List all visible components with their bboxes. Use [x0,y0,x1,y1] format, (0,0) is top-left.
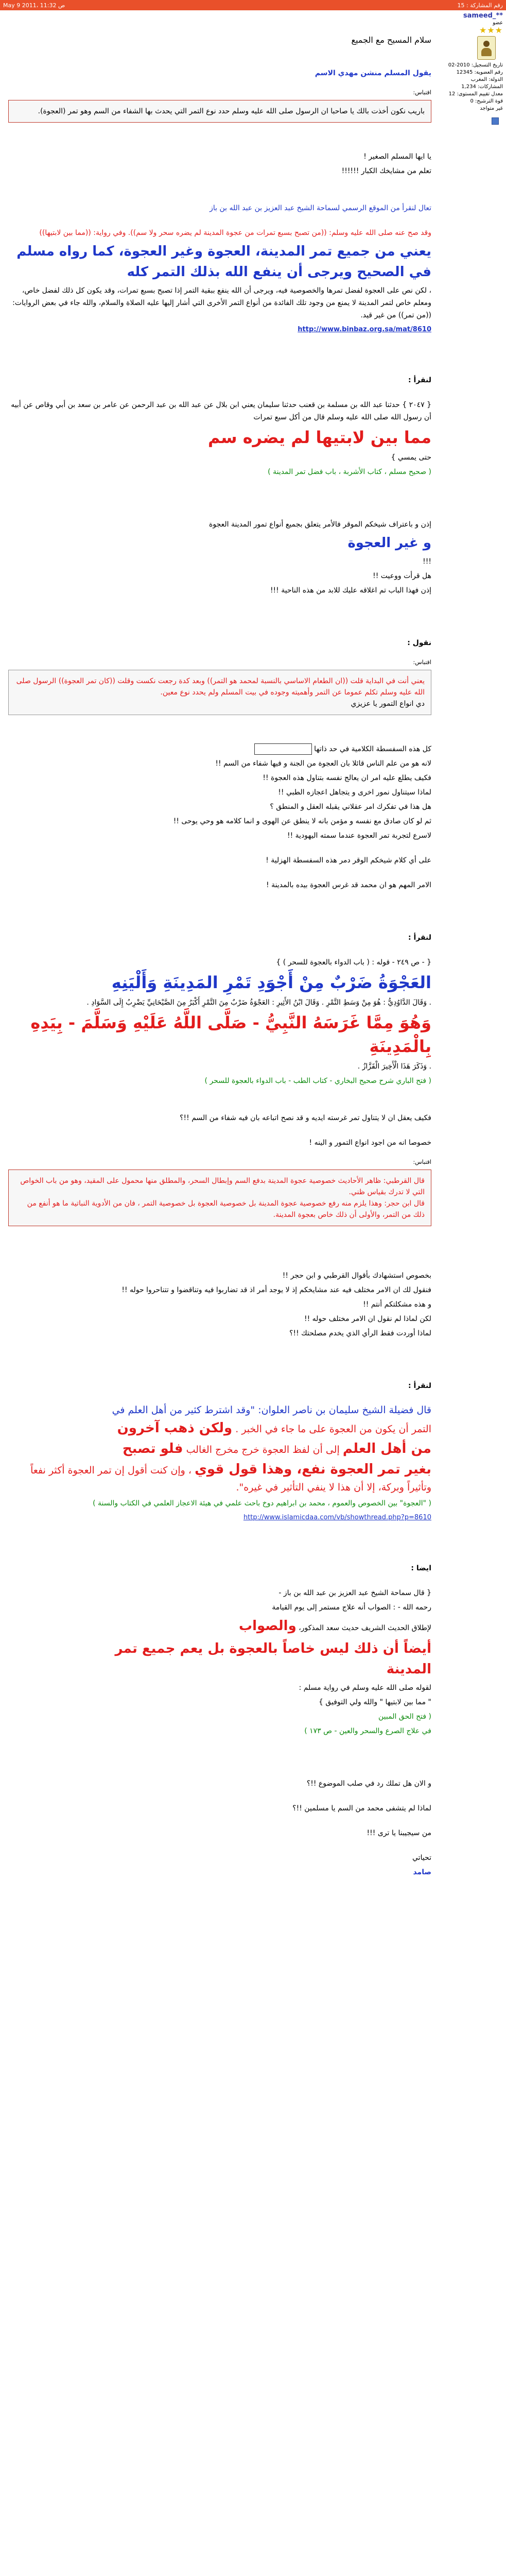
body-text: { - ص ٢٤٩ - قوله : ( باب الدواء بالعجوة للسحر ) } [276,958,431,967]
hadith-text: وقد صح عنه صلى الله عليه وسلم: ((من تصبح بسبع تمرات من عجوة المدينة لم يضره سحر ولا سم)). وفي رواية: ((مما بين لابتيها)) [39,229,431,237]
meta-status: غير متواجد [480,106,503,111]
body-text: ، وإن كنت أقول إن تمر العجوة أكثر نفعاً وتأثيراً وبركة، إلا أن هذا لا ينفي التأثير في غيره". [30,1465,431,1493]
text-line: إذن فهذا الباب تم اغلاقه عليك للابد من هذه الناحية !!! [270,586,431,595]
online-status-icon[interactable] [492,117,499,125]
highlight-text: و غير العجوة [347,535,431,551]
text-line: لاسرع لتجربة تمر العجوة عندما سمته اليهودية !! [287,832,431,840]
inline-box [254,743,312,755]
quote-text: يعني أنت في البداية قلت ((ان الطعام الاساسي بالنسبة لمحمد هو التمر)) وبعد كدة رجعت نكست وقلت ((كان تمر العجوة)) الرسول صلى الله عليه وسلم تكلم عموما عن التمر وأهميته وجوده في بيت المسلم ولم يحدد نوع معين. [16,677,425,697]
user-title: عضو [493,20,503,26]
user-profile-panel [437,10,506,127]
highlight-text: والصواب [238,1618,296,1634]
body-text: قال فضيلة الشيخ سليمان بن ناصر العلوان: "وقد اشترط كثير من أهل العلم في [112,1404,431,1416]
text-line [8,1459,431,1495]
hadith-text: { ٢٠٤٧ } حدثنا عبد الله بن مسلمة بن قعنب حدثنا سليمان يعني ابن بلال عن عبد الله بن عبد الرحمن عن عامر بن سعد بن أبي وقاص عن أبيه أن رسول الله صلى الله عليه وسلم قال من أكل سبع تمرات [11,401,431,421]
post-number[interactable]: رقم المشاركة : 15 [457,2,503,9]
text-line: لكن لماذا لم نقول ان الامر مختلف حوله !! [304,1315,431,1323]
highlight-text: يعني من جميع تمر المدينة، العجوة وغير العجوة، كما رواه مسلم في الصحيح ويرجى أن ينفع الله بذلك التمر كله [16,244,431,280]
reference: ( "العجوة" بين الخصوص والعموم ، محمد بن ابراهيم دوخ باحث علمي في هيئة الاعجاز العلمي في الكتاب والسنة ) [93,1499,431,1507]
text-line: من سيجيبنا يا ترى !!! [367,1829,431,1837]
body-text: حتى يمسي } [391,453,431,462]
meta-posts: المشاركات: 1,234 [461,84,503,90]
post-body [8,34,431,1880]
body-text: إلى أن لفظ العجوة خرج مخرج الغالب [186,1444,340,1455]
text-line: !!! [423,557,431,566]
text-line: لماذا لم يتشفى محمد من السم يا مسلمين !!؟ [292,1804,431,1812]
body-text: . وَذَكَرَ هَذَا الْأَخِيرَ الْقَزَّازُ . [357,1062,431,1071]
text-line: لقوله صلى الله عليه وسلم في رواية مسلم : [299,1684,431,1692]
reference: ( صحيح مسلم ، كتاب الأشربة ، باب فضل تمر المدينة ) [268,468,431,476]
text-line: لماذا أوردت فقط الرأي الذي يخدم مصلحتك !!؟ [289,1329,431,1337]
section-label: لنقرأ : [408,1382,431,1390]
post-header-bar [0,0,506,10]
highlight-text: العَجْوَةُ ضَرْبٌ مِنْ أَجْوَدِ تَمْرِ المَدِينَةِ وَأَلْيَنِهِ [111,973,431,992]
meta-rating: معدل تقييم المستوى: 12 [448,91,503,97]
highlight-text: فلو تصبح [122,1441,183,1456]
meta-join-date: تاريخ التسجيل: 2010-02 [448,62,503,68]
source-link[interactable]: http://www.islamicdaa.com/vb/showthread.php?p=8610 [243,1514,431,1521]
quote-text: دي انواع التمور يا عزيزي [351,700,425,708]
text-line: الامر المهم هو ان محمد قد غرس العجوة بيده بالمدينة ! [266,881,431,889]
reference: في علاج الصرع والسحر والعين - ص ١٧٣ ) [304,1727,431,1735]
quote-text: قال ابن حجر: وهذا يلزم منه رفع خصوصية عجوة المدينة بل خصوصية العجوة بل خصوصية التمر ، فان من الأدوية النباتية ما هو أنفع من ذلك من التمر، والأولى أن ذلك خاص بعجوة المدينة. [27,1199,425,1219]
text-line: تعلم من مشايخك الكبار !!!!!! [341,167,431,175]
avatar[interactable] [477,36,496,60]
text-line: هل هذا في تفكرك امر عقلاني يقبله العقل و المنطق ؟ [270,803,431,811]
section-label: نقول : [407,639,431,647]
text-line: { قال سماحة الشيخ عبد العزيز بن عبد الله بن باز - [278,1589,431,1597]
text-line: لماذا سيتناول نمور اخرى و يتجاهل اعجازه الطبي !! [278,788,431,796]
text-line: فنقول لك ان الامر مختلف فيه عند مشايخكم إذ لا يوجد أمر اذ قد تضاربوا فيه وتناقضوا و تتناحروا حوله !! [121,1286,431,1294]
highlight-text: أيضاً أن ذلك ليس خاصاً بالعجوة بل يعم جميع تمر [115,1641,431,1656]
meta-rep-power: قوة الترشيح: 0 [470,98,503,104]
text-line: رحمه الله - : الصواب أنه علاج مستمر إلى يوم القيامة [272,1603,431,1612]
body-text: لإطلاق الحديث الشريف حديث سعد المذكور، [299,1624,431,1632]
text-line: على أي كلام شيخكم الوقر دمر هذه السفسطة الهزلية ! [266,856,431,865]
text-line: و هذه مشكلتكم أنتم !! [363,1300,431,1309]
text-line: ثم لو كان صادق مع نفسه و مؤمن بانه لا ينطق عن الهوى و انما كلامه هو وحي يوحى !! [173,817,431,825]
quote-box [8,100,431,123]
text-line [8,1438,431,1459]
highlight-text: المدينة [386,1662,431,1677]
text-line [8,1418,431,1438]
text-line [8,1616,431,1636]
highlight-text: ولكن ذهب آخرون [117,1420,233,1436]
section-intro: تعال لنقرأ من الموقع الرسمي لسماحة الشيخ عبد العزيز بن عبد الله بن باز [210,204,431,212]
username-link[interactable]: sameed_** [463,12,503,20]
text-line: " مما بين لابتيها " والله ولي التوفيق } [318,1698,431,1706]
post-date: May 9 2011، 11:32 ص [3,2,65,9]
greeting: سلام المسيح مع الجميع [351,35,431,45]
text-line: خصوصا انه من اجود انواع التمور و الينه ! [309,1139,431,1147]
body-text: . وَقَالَ الدَّاوُدِيُّ : هُوَ مِنْ وَسَطِ التَّمْرِ . وَقَالَ ابْنُ الأَثِيرِ : العَجْوَةُ ضَرْبٌ مِنَ التَّمْرِ أَكْبَرُ مِنَ الصَّيْحَانِيِّ يَضْرِبُ إِلَى السَّوَادِ . [86,998,431,1007]
text-line: هل قرأت ووعيت !! [373,572,431,580]
section-label: لنقرأ : [408,934,431,942]
text-line: بخصوص استشهادك بأقوال القرطبي و ابن حجر !! [282,1272,431,1280]
body-text: التمر أن يكون من العجوة على ما جاء في الخبر . [235,1423,431,1435]
quote-box [8,670,431,715]
signature: صامد [413,1868,431,1876]
highlight-text: مما بين لابتيها لم يضره سم [208,428,431,447]
text-line: إذن و باعتراف شيخكم الموقر فالأمر يتعلق بجميع أنواع تمور المدينة العجوة [209,520,431,529]
text-line: و الان هل تملك رد في صلب الموضوع !!؟ [306,1780,431,1788]
quote-label: اقتباس: [413,89,431,96]
quote-box [8,1170,431,1226]
reference: ( فتح الباري شرح صحيح البخاري - كتاب الطب - باب الدواء بالعجوة للسحر ) [204,1077,431,1085]
quote-text: قال القرطبي: ظاهر الأحاديث خصوصية عجوة المدينة بدفع السم وإبطال السحر، والمطلق منها محمول على المقيد، وهو من باب الخواص التي لا تدرك بقياس ظني. [20,1177,425,1196]
reference: ( فتح الحق المبين [378,1713,431,1721]
highlight-text: بغير تمر العجوة نفع، وهذا قول قوي [195,1462,431,1477]
text-line: كل هذه السفسطة الكلامية في حد ذاتها [8,743,431,755]
highlight-text: وَهُوَ مِمَّا غَرَسَهُ النَّبِيُّ - صَلَّى اللَّهُ عَلَيْهِ وَسَلَّمَ - بِيَدِهِ بِالْمَدِينَةِ [30,1013,431,1056]
rank-stars: ★★★ [479,25,503,35]
meta-member-id: رقم العضوية: 12345 [456,70,503,75]
quote-text: باريب نكون أخذت بالك يا صاحبا ان الرسول صلى الله عليه وسلم حدد نوع التمر التي يحدث بها الشفاء من السم وهو تمر (العجوة). [38,107,425,115]
text-line: فكيف يطلع عليه امر ان يعالج نفسه بتناول هذه العجوة !! [263,774,431,782]
quote-label: اقتباس: [413,1159,431,1165]
quote-intro: يقول المسلم منشن مهدي الاسم [315,69,431,77]
body-text: ، لكن نص على العجوة لفضل تمرها والخصوصية فيه، ويرجى أن الله ينفع ببقية التمر إذا تصبح بسبع تمرات، وقد يكون كل ذلك لفضل خاص، ومعلم خاص لتمر المدينة لا يمنع من وجود تلك الفائدة من أنواع التمر الأخرى التي أشار إليها عليه الصلاة والسلام، والله جاء في بعض الروايات: ((من تمر)) من غير قيد. [12,286,431,319]
text-line: فكيف يعقل ان لا يتناول تمر غرسته ايديه و قد نصح اتباعه بان فيه شفاء من السم !!؟ [180,1114,431,1122]
source-link[interactable]: http://www.binbaz.org.sa/mat/8610 [298,326,431,333]
text-line: تحياتي [412,1854,431,1862]
meta-country: الدولة: المغرب [470,77,503,82]
quote-label: اقتباس: [413,659,431,666]
text-line: لانه هو من علم الناس قائلا بان العجوة من الجنة و فيها شفاء من السم !! [215,759,431,768]
user-meta [437,62,506,112]
section-label: لنقرأ : [408,376,431,384]
section-label: ايضا : [411,1564,431,1572]
text-line: يا ايها المسلم الصغير ! [363,152,431,161]
highlight-text: من أهل العلم [342,1441,431,1456]
